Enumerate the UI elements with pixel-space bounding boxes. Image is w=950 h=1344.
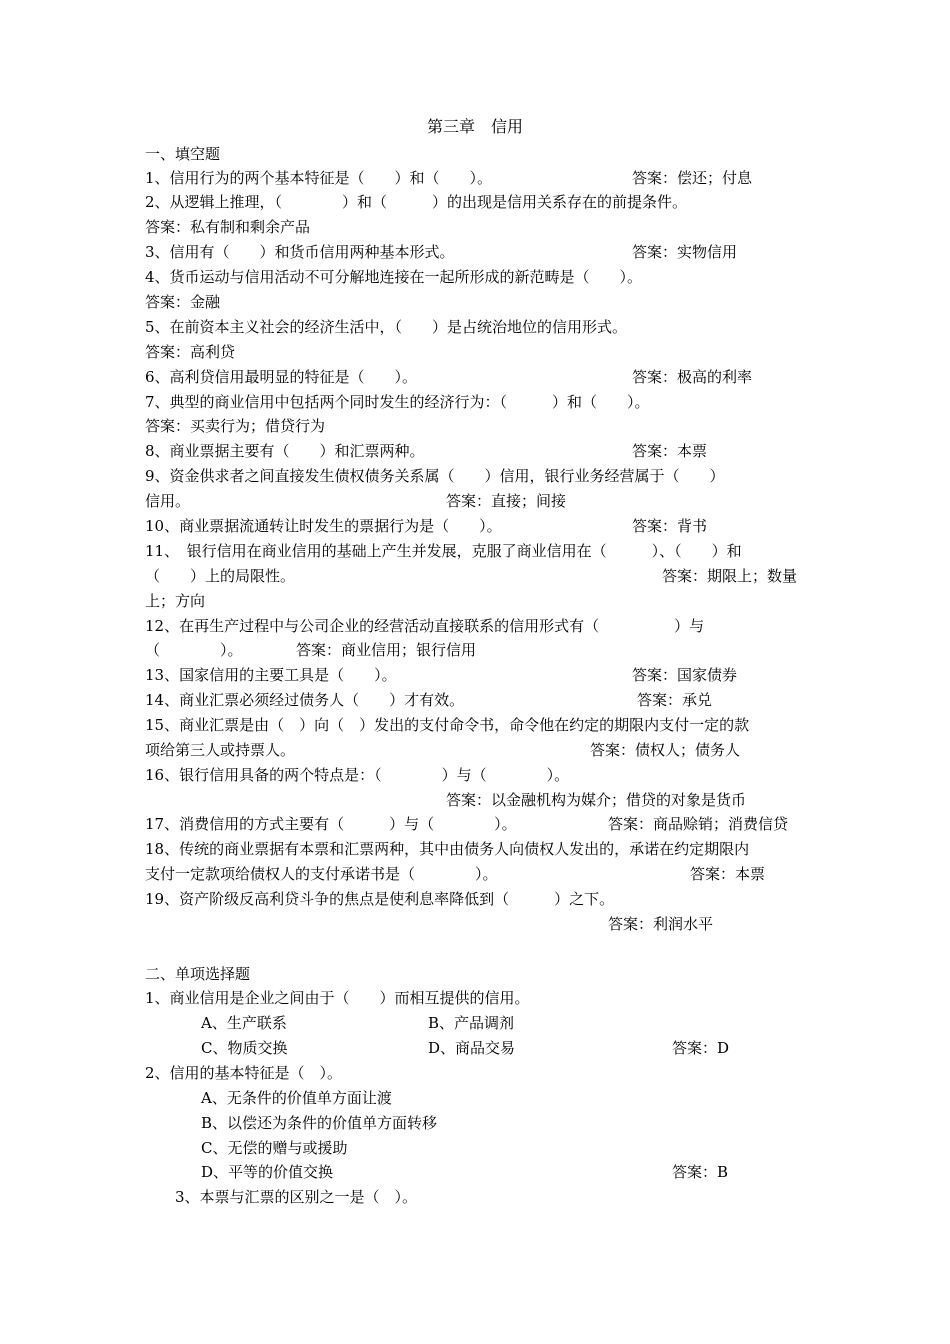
option-d: D、平等的价值交换 [201,1163,334,1181]
answer-line: 答案：高利贷 [145,343,236,361]
section-heading-single-choice: 二、单项选择题 [145,965,251,983]
question-stem: 1、商业信用是企业之间由于（ ）而相互提供的信用。 [145,989,530,1007]
question-line: 16、银行信用具备的两个特点是：（ ）与（ ）。 [145,766,570,784]
answer-text: 答案：债权人；债务人 [590,741,741,759]
option-b: B、以偿还为条件的价值单方面转移 [201,1114,438,1132]
question-line: 8、商业票据主要有（ ）和汇票两种。 [145,442,425,460]
answer-text: 答案：期限上；数量 [662,567,798,585]
question-line: 19、资产阶级反高利贷斗争的焦点是使利息率降低到（ ）之下。 [145,890,615,908]
answer-text: 答案：极高的利率 [632,368,753,386]
option-b: B、产品调剂 [428,1014,515,1032]
question-line: （ ）。 [145,641,243,659]
answer-text: 答案：商品赊销；消费信贷 [608,815,789,833]
answer-text: 答案：实物信用 [632,243,738,261]
answer-text: 答案：偿还；付息 [632,169,753,187]
answer-text: 答案：本票 [690,865,766,883]
question-line: 支付一定款项给债权人的支付承诺书是（ ）。 [145,865,498,883]
question-line: 11、 银行信用在商业信用的基础上产生并发展，克服了商业信用在（ ）、（ ）和 [145,542,742,560]
question-line: 7、典型的商业信用中包括两个同时发生的经济行为：（ ）和（ ）。 [145,393,650,411]
option-a: A、无条件的价值单方面让渡 [201,1089,392,1107]
answer-text: 答案：背书 [632,517,708,535]
question-stem: 3、本票与汇票的区别之一是（ ）。 [175,1188,418,1206]
question-line: 14、商业汇票必须经过债务人（ ）才有效。 [145,691,465,709]
chapter-title: 第三章 信用 [426,117,523,136]
answer-text: 答案：本票 [632,442,708,460]
question-line: 17、消费信用的方式主要有（ ）与（ ）。 [145,815,517,833]
question-line: 13、国家信用的主要工具是（ ）。 [145,666,397,684]
answer-line: 答案：金融 [145,293,221,311]
answer-line: 答案：私有制和剩余产品 [145,218,311,236]
option-d: D、商品交易 [428,1039,516,1057]
answer-text: 答案：承兑 [637,691,713,709]
answer-text: 答案：B [672,1163,729,1181]
answer-text: 答案：利润水平 [608,915,714,933]
question-line: 信用。 [145,492,191,510]
option-c: C、无偿的赠与或援助 [201,1139,348,1157]
question-line: 9、资金供求者之间直接发生债权债务关系属（ ）信用，银行业务经营属于（ ） [145,467,725,485]
question-line: 6、高利贷信用最明显的特征是（ ）。 [145,368,418,386]
question-stem: 2、信用的基本特征是（ ）。 [145,1064,343,1082]
answer-text: 答案：以金融机构为媒介；借贷的对象是货币 [446,791,747,809]
question-line: 15、商业汇票是由（ ）向（ ）发出的支付命令书，命令他在约定的期限内支付一定的款 [145,716,750,734]
question-line: （ ）上的局限性。 [145,567,296,585]
answer-line: 上；方向 [145,592,206,610]
question-line: 4、货币运动与信用活动不可分解地连接在一起所形成的新范畴是（ ）。 [145,268,643,286]
answer-text: 答案：直接；间接 [446,492,567,510]
question-line: 项给第三人或持票人。 [145,741,296,759]
question-line: 12、在再生产过程中与公司企业的经营活动直接联系的信用形式有（ ）与 [145,617,705,635]
answer-line: 答案：买卖行为；借贷行为 [145,417,326,435]
question-line: 5、在前资本主义社会的经济生活中，（ ）是占统治地位的信用形式。 [145,318,628,336]
question-line: 18、传统的商业票据有本票和汇票两种，其中由债务人向债权人发出的，承诺在约定期限内 [145,840,750,858]
option-c: C、物质交换 [201,1039,288,1057]
section-heading-fill-blank: 一、填空题 [145,145,221,163]
answer-text: 答案：D [672,1039,730,1057]
question-line: 2、从逻辑上推理，（ ）和（ ）的出现是信用关系存在的前提条件。 [145,193,688,211]
answer-text: 答案：国家债券 [632,666,738,684]
question-line: 1、信用行为的两个基本特征是（ ）和（ ）。 [145,169,493,187]
question-line: 3、信用有（ ）和货币信用两种基本形式。 [145,243,455,261]
answer-text: 答案：商业信用；银行信用 [296,641,477,659]
option-a: A、生产联系 [201,1014,287,1032]
question-line: 10、商业票据流通转让时发生的票据行为是（ ）。 [145,517,502,535]
